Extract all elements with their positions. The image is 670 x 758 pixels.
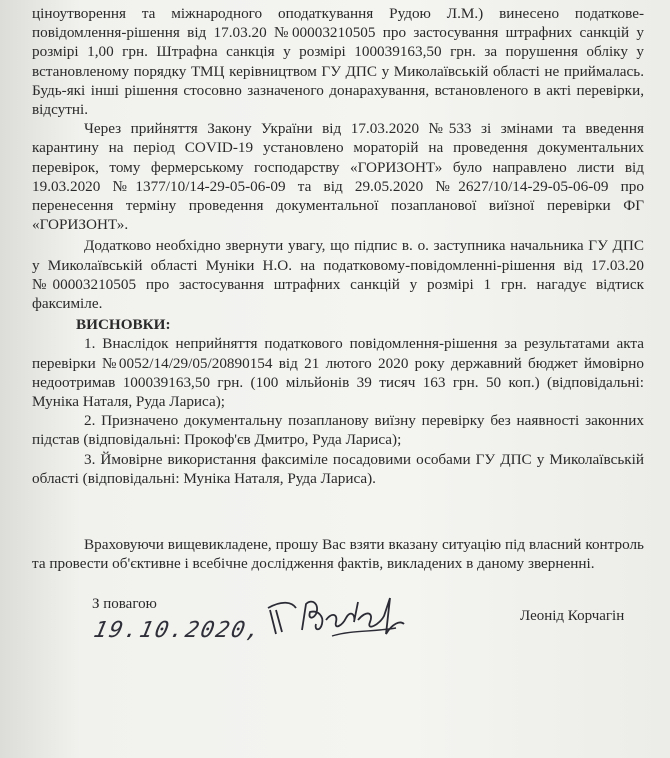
conclusion-item-2: 2. Призначено документальну позапланову виїзну перевірку без наявності законних підстав (відповідальні: Прокоф'єв Дмитро, Руда Лариса); (32, 412, 644, 449)
regards-text: З повагою (92, 596, 157, 612)
handwritten-date: 19.10.2020, (91, 618, 265, 643)
document-body (32, 4, 644, 488)
conclusions-heading: ВИСНОВКИ: (76, 316, 171, 334)
conclusion-item-3: 3. Ймовірне використання факсиміле посадовими особами ГУ ДПС у Миколаївській області (відповідальні: Муніка Наталя, Руда Лариса). (32, 450, 644, 487)
paragraph-2: Через прийняття Закону України від 17.03.2020 №533 зі змінами та введення карантину на період COVID-19 установлено мораторій на проведення документальних перевірок, тому фермерському господарству «ГОРИЗОНТ» було направлено листи від 19.03.2020 №1377/10/14-29-05-06-09 та від 29.05.2020 №2627/10/14-29-05-06-09 про перенесення терміну проведення документальної позапланової виїзної перевірки ФГ «ГОРИЗОНТ». (32, 120, 644, 234)
conclusion-item-1: 1. Внаслідок неприйняття податкового повідомлення-рішення за результатами акта перевірки №0052/14/29/05/20890154 від 21 лютого 2020 року державний бюджет ймовірно недоотримав 100039163,50 грн. (100 мільйонів 39 тисяч 163 грн. 50 коп.) (відповідальні: Муніка Наталя, Руда Лариса); (32, 335, 644, 411)
handwritten-signature (262, 590, 412, 650)
closing-paragraph: Враховуючи вищевикладене, прошу Вас взяти вказану ситуацію під власний контроль та провести об'єктивне і всебічне дослідження фактів, викладених в даному зверненні. (32, 536, 644, 573)
paragraph-3: Додатково необхідно звернути увагу, що підпис в. о. заступника начальника ГУ ДПС у Миколаївській області Муніки Н.О. на податковому-повідомленні-рішення від 17.03.20 №00003210505 про застосування штрафних санкцій у розмірі 1 грн. нагадує відтиск факсиміле. (32, 237, 644, 313)
signatory-name: Леонід Корчагін (520, 608, 625, 624)
paragraph-1: ціноутворення та міжнародного оподаткування Рудою Л.М.) винесено податкове-повідомлення-рішення від 17.03.20 №00003210505 про застосування штрафних санкцій у розмірі 1,00 грн. Штрафна санкція у розмірі 100039163,50 грн. за порушення обліку у встановленому порядку ТМЦ керівництвом ГУ ДПС у Миколаївській області не приймалась. Будь-які інші рішення стосовно зазначеного донарахування, встановленого в акті перевірки, відсутні. (32, 5, 644, 119)
